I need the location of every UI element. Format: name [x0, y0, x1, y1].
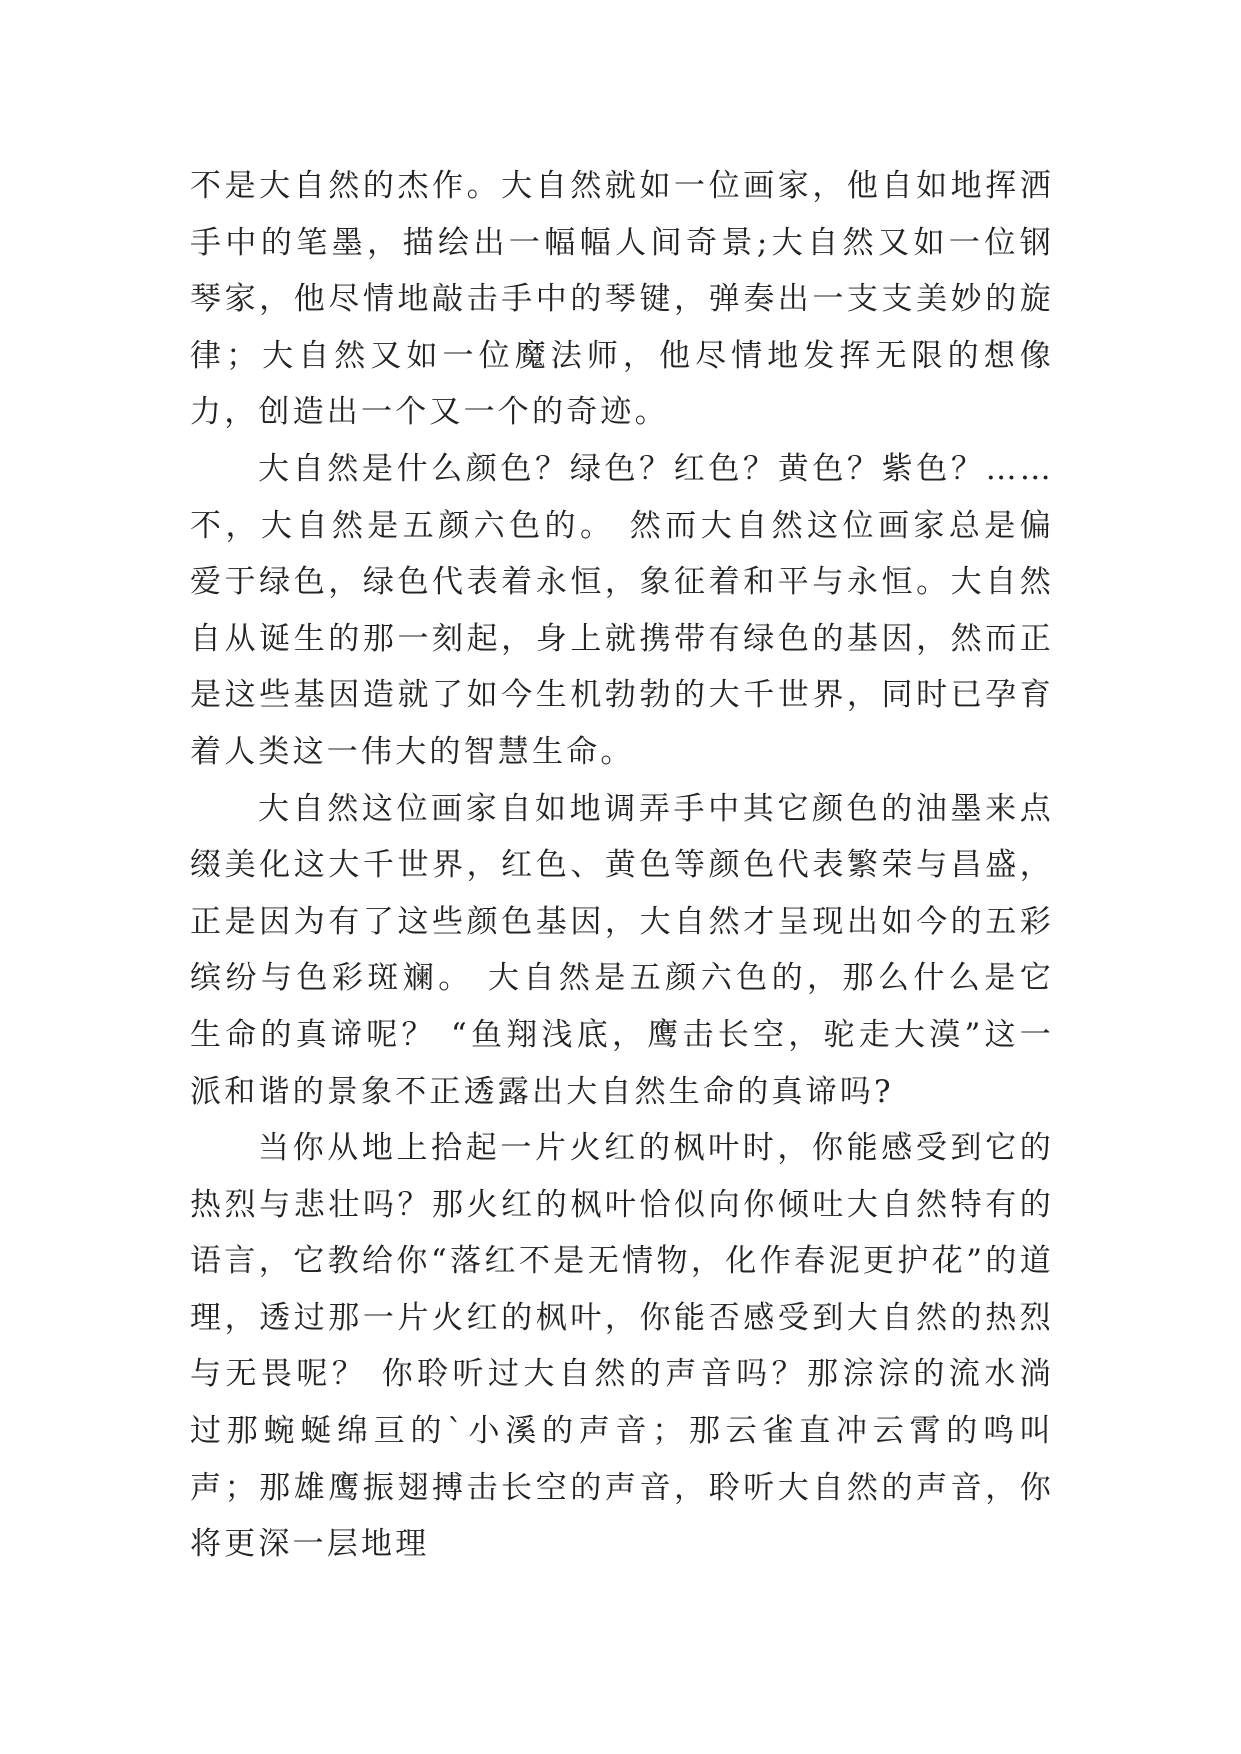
paragraph-2: 大自然是什么颜色？绿色？红色？黄色？紫色？……不，大自然是五颜六色的。 然而大自然这位画家总是偏爱于绿色，绿色代表着永恒，象征着和平与永恒。大自然自从诞生的那一刻起，身上就携带有绿色的基因，然而正是这些基因造就了如今生机勃勃的大千世界，同时已孕育着人类这一伟大的智慧生命。	[190, 450, 1054, 770]
essay-body	[190, 158, 1054, 1573]
paragraph-1: 不是大自然的杰作。大自然就如一位画家，他自如地挥洒手中的笔墨，描绘出一幅幅人间奇景;大自然又如一位钢琴家，他尽情地敲击手中的琴键，弹奏出一支支美妙的旋律；大自然又如一位魔法师，他尽情地发挥无限的想像力，创造出一个又一个的奇迹。	[190, 168, 1054, 431]
paragraph-3: 大自然这位画家自如地调弄手中其它颜色的油墨来点缀美化这大千世界，红色、黄色等颜色代表繁荣与昌盛，正是因为有了这些颜色基因，大自然才呈现出如今的五彩缤纷与色彩斑斓。 大自然是五颜六色的，那么什么是它生命的真谛呢？ “鱼翔浅底，鹰击长空，驼走大漠”这一派和谐的景象不正透露出大自然生命的真谛吗?	[190, 790, 1054, 1110]
paragraph-4: 当你从地上拾起一片火红的枫叶时，你能感受到它的热烈与悲壮吗？那火红的枫叶恰似向你倾吐大自然特有的语言，它教给你“落红不是无情物，化作春泥更护花”的道理，透过那一片火红的枫叶，你能否感受到大自然的热烈与无畏呢？ 你聆听过大自然的声音吗？那淙淙的流水淌过那蜿蜒绵亘的`小溪的声音；那云雀直冲云霄的鸣叫声；那雄鹰振翅搏击长空的声音，聆听大自然的声音，你将更深一层地理	[190, 1130, 1054, 1563]
